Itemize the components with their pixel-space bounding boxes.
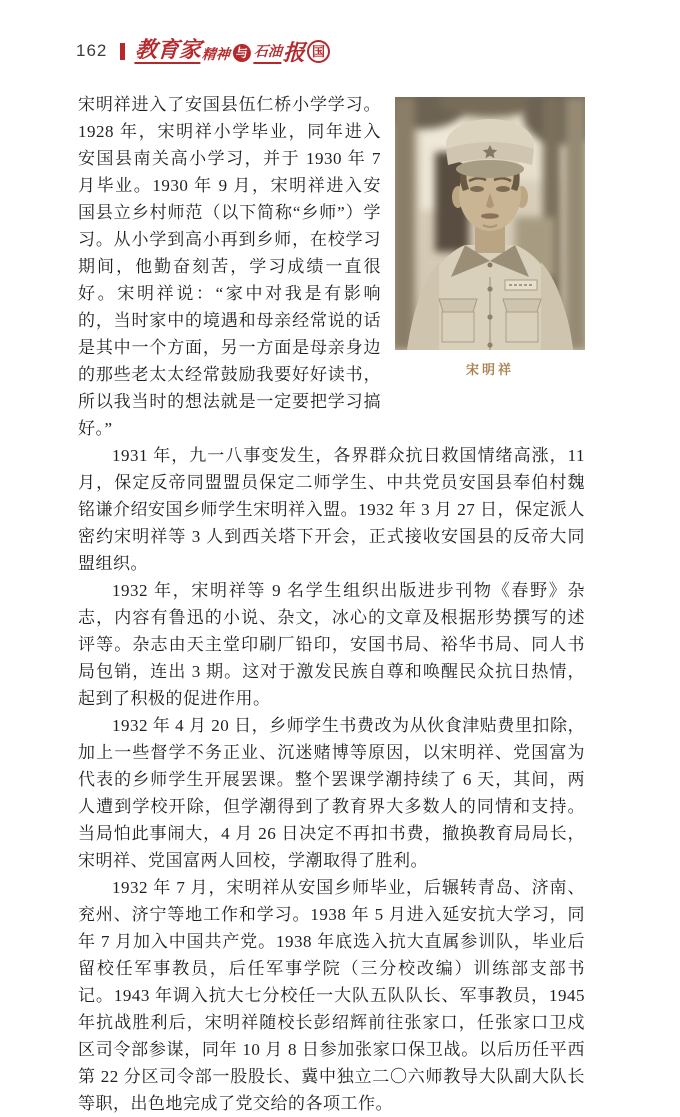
paragraph-1: 宋明祥进入了安国县伍仁桥小学学习。1928 年，宋明祥小学毕业，同年进入安国县南关高小学习，并于 1930 年 7 月毕业。1930 年 9 月，宋明祥进入安国县立乡村师范（以下简称“乡师”）学习。从小学到高小再到乡师，在校学习期间，他勤奋刻苦，学习成绩一直很好。宋明祥说：“家中对我是有影响的，当时家中的境遇和母亲经常说的话是其中一个方面，另一方面是母亲身边的那些老太太经常鼓励我要好好读书，所以我当时的想法就是一定要把学习搞好。”	[78, 95, 381, 438]
portrait-photo	[395, 97, 585, 350]
logo-text-shiyou: 石油	[254, 45, 283, 64]
paragraph-2: 1931 年，九一八事变发生，各界群众抗日救国情绪高涨，11 月，保定反帝同盟盟员保定二师学生、中共党员安国县奉伯村魏铭谦介绍安国乡师学生宋明祥入盟。1932 年 3 月 27 日，保定派人密约宋明祥等 3 人到西关塔下开会，正式接收安国县的反帝大同盟组织。	[78, 446, 585, 573]
logo-text-jingshen: 精神	[201, 47, 231, 63]
logo-text-bao: 报	[282, 39, 307, 65]
photo-caption: 宋明祥	[465, 362, 514, 377]
logo-text-jiaoyujia: 教育家	[134, 36, 203, 62]
logo-guo-ring-icon: 国	[307, 40, 330, 63]
page-body	[78, 91, 585, 1117]
portrait-figure	[395, 97, 585, 378]
page-number: 162	[76, 41, 108, 60]
paragraph-4: 1932 年 4 月 20 日，乡师学生书费改为从伙食津贴费里扣除，加上一些督学不务正业、沉迷赌博等原因，以宋明祥、党国富为代表的乡师学生开展罢课。整个罢课学潮持续了 6 天，其间，两人遭到学校开除，但学潮得到了教育界大多数人的同情和支持。当局怕此事闹大，4 月 26 日决定不再扣书费，撤换教育局局长，宋明祥、党国富两人回校，学潮取得了胜利。	[78, 716, 585, 870]
page-header	[0, 0, 680, 66]
logo-yu-circle-icon: 与	[233, 44, 251, 62]
paragraph-3: 1932 年，宋明祥等 9 名学生组织出版进步刊物《春野》杂志，内容有鲁迅的小说、杂文，冰心的文章及根据形势撰写的述评等。杂志由天主堂印刷厂铅印，安国书局、裕华书局、同人书局包销，连出 3 期。这对于激发民族自尊和唤醒民众抗日热情，起到了积极的促进作用。	[78, 581, 585, 708]
paragraph-5: 1932 年 7 月，宋明祥从安国乡师毕业，后辗转青岛、济南、兖州、济宁等地工作和学习。1938 年 5 月进入延安抗大学习，同年 7 月加入中国共产党。1938 年底选入抗大直属参训队，毕业后留校任军事教员，后任军事学院（三分校改编）训练部支部书记。1943 年调入抗大七分校任一大队五队队长、军事教员，1945 年抗战胜利后，宋明祥随校长彭绍辉前往张家口，任张家口卫戍区司令部参谋，同年 10 月 8 日参加张家口保卫战。以后历任平西第 22 分区司令部一股股长、冀中独立二〇六师教导大队副大队长等职，出色地完成了党交给的各项工作。	[78, 878, 585, 1113]
book-title-logo	[134, 36, 331, 65]
header-divider-bar	[120, 43, 125, 60]
